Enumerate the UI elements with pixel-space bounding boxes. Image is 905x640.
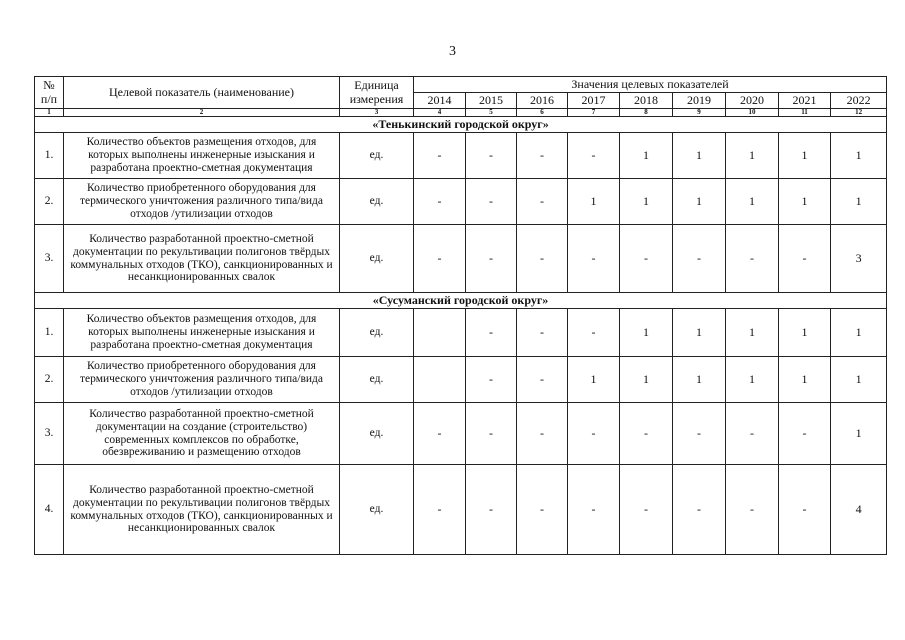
value-cell: 4 xyxy=(831,465,887,555)
value-cell: 1 xyxy=(620,309,673,357)
header-year: 2018 xyxy=(620,93,673,109)
value-cell: - xyxy=(568,225,620,293)
header-year: 2016 xyxy=(517,93,568,109)
value-cell: 1 xyxy=(620,357,673,403)
row-number: 4. xyxy=(35,465,64,555)
value-cell: 1 xyxy=(568,357,620,403)
table-row xyxy=(35,357,887,403)
value-cell: 1 xyxy=(831,357,887,403)
value-cell: - xyxy=(726,465,779,555)
table-body xyxy=(35,117,887,555)
header-year: 2020 xyxy=(726,93,779,109)
value-cell: 1 xyxy=(568,179,620,225)
value-cell: 1 xyxy=(831,133,887,179)
column-number: 8 xyxy=(620,109,673,117)
indicator-name: Количество разработанной проектно-сметной документации по рекультивации полигонов твёрдых коммунальных отходов (ТКО), санкционированных и несанкционированных свалок xyxy=(64,465,340,555)
value-cell: - xyxy=(466,133,517,179)
value-cell: 1 xyxy=(673,309,726,357)
value-cell: 1 xyxy=(726,133,779,179)
value-cell: - xyxy=(779,403,831,465)
section-row xyxy=(35,293,887,309)
row-number: 3. xyxy=(35,225,64,293)
indicator-name: Количество приобретенного оборудования для термического уничтожения различного типа/вида отходов /утилизации отходов xyxy=(64,179,340,225)
value-cell: - xyxy=(466,357,517,403)
value-cell: - xyxy=(568,309,620,357)
value-cell: - xyxy=(414,133,466,179)
column-number: 12 xyxy=(831,109,887,117)
unit-cell: ед. xyxy=(340,179,414,225)
value-cell: - xyxy=(726,225,779,293)
table-row xyxy=(35,309,887,357)
column-number: 4 xyxy=(414,109,466,117)
value-cell: - xyxy=(466,465,517,555)
value-cell: - xyxy=(517,179,568,225)
column-number: 9 xyxy=(673,109,726,117)
header-year: 2021 xyxy=(779,93,831,109)
header-year: 2017 xyxy=(568,93,620,109)
value-cell: 1 xyxy=(726,179,779,225)
column-number: 11 xyxy=(779,109,831,117)
header-indicator: Целевой показатель (наименование) xyxy=(64,77,340,109)
unit-cell: ед. xyxy=(340,465,414,555)
column-number: 5 xyxy=(466,109,517,117)
value-cell: 1 xyxy=(779,133,831,179)
value-cell: - xyxy=(673,225,726,293)
indicator-name: Количество разработанной проектно-сметной документации по рекультивации полигонов твёрдых коммунальных отходов (ТКО), санкционированных и несанкционированных свалок xyxy=(64,225,340,293)
table-row xyxy=(35,465,887,555)
value-cell: - xyxy=(414,225,466,293)
value-cell: 3 xyxy=(831,225,887,293)
value-cell: - xyxy=(620,225,673,293)
value-cell: - xyxy=(466,179,517,225)
section-row xyxy=(35,117,887,133)
indicator-name: Количество приобретенного оборудования для термического уничтожения различного типа/вида отходов /утилизации отходов xyxy=(64,357,340,403)
unit-cell: ед. xyxy=(340,225,414,293)
section-title: «Сусуманский городской округ» xyxy=(35,293,887,309)
row-number: 2. xyxy=(35,357,64,403)
value-cell: 1 xyxy=(620,179,673,225)
value-cell xyxy=(414,309,466,357)
header-unit: Единица измерения xyxy=(340,77,414,109)
value-cell: - xyxy=(620,465,673,555)
value-cell xyxy=(414,357,466,403)
table-row xyxy=(35,179,887,225)
column-number: 6 xyxy=(517,109,568,117)
unit-cell: ед. xyxy=(340,133,414,179)
table-row xyxy=(35,133,887,179)
value-cell: 1 xyxy=(620,133,673,179)
value-cell: - xyxy=(466,225,517,293)
header-year: 2022 xyxy=(831,93,887,109)
value-cell: - xyxy=(466,309,517,357)
column-number: 2 xyxy=(64,109,340,117)
value-cell: - xyxy=(517,357,568,403)
value-cell: - xyxy=(517,403,568,465)
unit-cell: ед. xyxy=(340,403,414,465)
row-number: 1. xyxy=(35,133,64,179)
value-cell: - xyxy=(517,225,568,293)
page-number: 3 xyxy=(449,44,456,59)
row-number: 1. xyxy=(35,309,64,357)
indicator-name: Количество разработанной проектно-сметной документации на создание (строительство) современных комплексов по обработке, обезвреживанию и размещению отходов xyxy=(64,403,340,465)
section-title: «Тенькинский городской округ» xyxy=(35,117,887,133)
value-cell: 1 xyxy=(779,309,831,357)
row-number: 2. xyxy=(35,179,64,225)
value-cell: - xyxy=(517,465,568,555)
header-values-title: Значения целевых показателей xyxy=(414,77,887,93)
table-row xyxy=(35,403,887,465)
value-cell: 1 xyxy=(831,179,887,225)
value-cell: 1 xyxy=(726,357,779,403)
target-indicators-table xyxy=(34,76,887,555)
value-cell: - xyxy=(517,133,568,179)
value-cell: - xyxy=(568,403,620,465)
header-year: 2014 xyxy=(414,93,466,109)
column-number: 7 xyxy=(568,109,620,117)
row-number: 3. xyxy=(35,403,64,465)
value-cell: - xyxy=(726,403,779,465)
value-cell: - xyxy=(466,403,517,465)
value-cell: 1 xyxy=(673,133,726,179)
value-cell: - xyxy=(673,403,726,465)
value-cell: - xyxy=(568,133,620,179)
table-row xyxy=(35,225,887,293)
value-cell: - xyxy=(414,403,466,465)
value-cell: - xyxy=(414,465,466,555)
value-cell: - xyxy=(517,309,568,357)
indicator-name: Количество объектов размещения отходов, для которых выполнены инженерные изыскания и разработана проектно-сметная документация xyxy=(64,309,340,357)
value-cell: 1 xyxy=(673,179,726,225)
value-cell: 1 xyxy=(726,309,779,357)
value-cell: 1 xyxy=(831,309,887,357)
value-cell: - xyxy=(620,403,673,465)
value-cell: - xyxy=(673,465,726,555)
value-cell: 1 xyxy=(779,357,831,403)
unit-cell: ед. xyxy=(340,357,414,403)
value-cell: - xyxy=(779,225,831,293)
column-number: 1 xyxy=(35,109,64,117)
header-year: 2019 xyxy=(673,93,726,109)
column-number: 10 xyxy=(726,109,779,117)
unit-cell: ед. xyxy=(340,309,414,357)
value-cell: 1 xyxy=(831,403,887,465)
header-num: № п/п xyxy=(35,77,64,109)
value-cell: 1 xyxy=(673,357,726,403)
header-year: 2015 xyxy=(466,93,517,109)
value-cell: - xyxy=(414,179,466,225)
value-cell: 1 xyxy=(779,179,831,225)
value-cell: - xyxy=(779,465,831,555)
value-cell: - xyxy=(568,465,620,555)
indicator-name: Количество объектов размещения отходов, для которых выполнены инженерные изыскания и разработана проектно-сметная документация xyxy=(64,133,340,179)
column-number: 3 xyxy=(340,109,414,117)
